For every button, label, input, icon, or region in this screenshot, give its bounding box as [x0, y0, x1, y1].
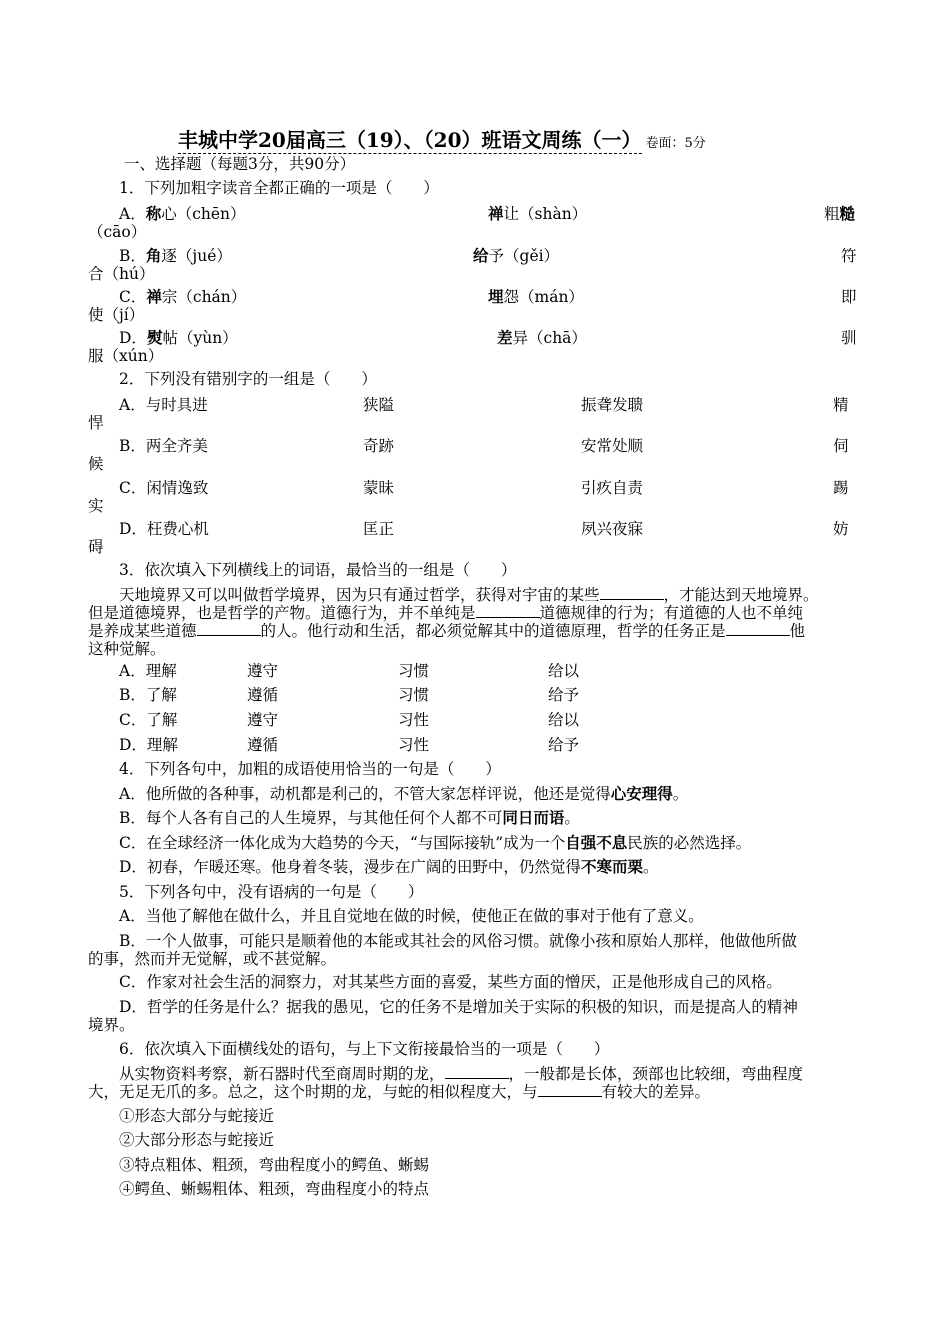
- q2-option-b-4: 伺: [833, 437, 849, 455]
- q4-option-b: B．每个人各有自己的人生境界，与其他任何个人都不可同日而语。: [119, 808, 580, 827]
- q6-passage-line-2: 大，无足无爪的多。总之，这个时期的龙，与蛇的相似程度大，与 有较大的差异。: [88, 1083, 711, 1101]
- q2-option-b-1: B．两全齐美: [119, 437, 208, 455]
- q3-option-d-3: 习性: [398, 736, 430, 754]
- q1-option-c-2: 埋怨（mán）: [488, 287, 584, 306]
- blank-line: [538, 1082, 602, 1097]
- q4-option-a: A．他所做的各种事，动机都是利己的，不管大家怎样评说，他还是觉得心安理得。: [119, 784, 689, 803]
- section-heading: 一、选择题（每题3分，共90分）: [124, 155, 356, 173]
- q3-option-c-4: 给以: [548, 711, 580, 729]
- q6-statement-4: ④鳄鱼、蜥蜴粗体、粗颈，弯曲程度小的特点: [119, 1180, 430, 1198]
- q3-option-a-1: A．理解: [119, 662, 177, 680]
- q3-option-a-3: 习惯: [398, 662, 430, 680]
- q5-option-d-line-1: D．哲学的任务是什么？据我的愚见，它的任务不是增加关于实际的积极的知识，而是提高人的精神: [119, 998, 798, 1016]
- q2-option-c-4: 踢: [833, 479, 849, 497]
- q2-option-a-3: 振聋发聩: [581, 396, 644, 414]
- q1-option-d-wrap: 服（xún）: [88, 347, 164, 365]
- q3-option-b-3: 习惯: [398, 686, 430, 704]
- q3-option-c-3: 习性: [398, 711, 430, 729]
- q3-option-c-1: C．了解: [119, 711, 178, 729]
- blank-line: [476, 603, 540, 618]
- blank-line: [726, 621, 790, 636]
- q2-option-a-2: 狭隘: [363, 396, 395, 414]
- q1-option-a-wrap: （cāo）: [88, 223, 147, 241]
- q2-option-b-wrap: 候: [88, 455, 104, 473]
- blank-line: [445, 1064, 509, 1079]
- q2-option-c-1: C．闲情逸致: [119, 479, 209, 497]
- q1-option-b-1: B．角逐（jué）: [119, 246, 232, 265]
- q6-passage-line-1: 从实物资料考察，新石器时代至商周时期的龙， ，一般都是长体，颈部也比较细，弯曲程度: [119, 1065, 804, 1083]
- blank-line: [197, 621, 261, 636]
- q1-stem: 1．下列加粗字读音全都正确的一项是（ ）: [119, 179, 439, 197]
- q2-option-d-2: 匡正: [363, 520, 395, 538]
- q1-option-b-wrap: 合（hú）: [88, 265, 155, 283]
- q3-passage-line-1: 天地境界又可以叫做哲学境界，因为只有通过哲学，获得对宇宙的某些 ，才能达到天地境界。: [119, 586, 819, 604]
- q2-option-c-2: 蒙昧: [363, 479, 395, 497]
- q3-option-a-2: 遵守: [247, 662, 279, 680]
- q6-stem: 6．依次填入下面横线处的语句，与上下文衔接最恰当的一项是（ ）: [119, 1040, 610, 1058]
- q1-option-d-1: D．熨帖（yùn）: [119, 328, 238, 347]
- q5-option-c: C．作家对社会生活的洞察力，对其某些方面的喜爱，某些方面的憎厌，正是他形成自己的风格。: [119, 973, 782, 991]
- q1-option-b-2: 给予（gěi）: [473, 246, 560, 265]
- q2-stem: 2．下列没有错别字的一组是（ ）: [119, 370, 377, 388]
- q3-passage-line-3: 是养成某些道德 的人。他行动和生活，都必须觉解其中的道德原理，哲学的任务正是 他: [88, 622, 806, 640]
- q6-statement-3: ③特点粗体、粗颈，弯曲程度小的鳄鱼、蜥蜴: [119, 1156, 430, 1174]
- title-text: 丰城中学20届高三（19）、（20）班语文周练（一）: [178, 128, 642, 152]
- q3-passage-line-2: 但是道德境界，也是哲学的产物。道德行为，并不单纯是 道德规律的行为；有道德的人也不单纯: [88, 604, 804, 622]
- q2-option-b-3: 安常处顺: [581, 437, 644, 455]
- q1-option-b-3: 符: [841, 247, 857, 265]
- q1-option-c-1: C．禅宗（chán）: [119, 287, 247, 306]
- q3-option-d-1: D．理解: [119, 736, 178, 754]
- q2-option-a-4: 精: [833, 396, 849, 414]
- q1-option-c-wrap: 使（jí）: [88, 306, 145, 324]
- score-note: 卷面：5分: [645, 136, 706, 151]
- q3-option-d-2: 遵循: [247, 736, 279, 754]
- q2-option-b-2: 奇跡: [363, 437, 395, 455]
- q2-option-a-1: A．与时具进: [119, 396, 208, 414]
- q5-option-b-line-2: 的事，然而并无觉解，或不甚觉解。: [88, 950, 337, 968]
- q3-option-b-1: B．了解: [119, 686, 177, 704]
- q3-passage-line-4: 这种觉解。: [88, 640, 166, 658]
- q1-option-d-2: 差异（chā）: [497, 328, 587, 347]
- q3-option-a-4: 给以: [548, 662, 580, 680]
- q2-option-c-wrap: 实: [88, 497, 104, 515]
- q3-option-b-4: 给予: [548, 686, 580, 704]
- q1-option-a-2: 禅让（shàn）: [488, 204, 588, 223]
- q4-option-d: D．初春，乍暖还寒。他身着冬装，漫步在广阔的田野中，仍然觉得不寒而栗。: [119, 857, 659, 876]
- q1-option-c-3: 即: [841, 288, 857, 306]
- q3-option-b-2: 遵循: [247, 686, 279, 704]
- q1-option-a-3: 粗糙: [824, 204, 856, 223]
- q3-stem: 3．依次填入下列横线上的词语，最恰当的一组是（ ）: [119, 561, 517, 579]
- q3-option-d-4: 给予: [548, 736, 580, 754]
- q5-option-a: A．当他了解他在做什么，并且自觉地在做的时候，使他正在做的事对于他有了意义。: [119, 907, 704, 925]
- q1-option-d-3: 驯: [841, 329, 857, 347]
- q2-option-d-3: 夙兴夜寐: [581, 520, 644, 538]
- q1-option-a-1: A．称心（chēn）: [119, 204, 246, 223]
- q2-option-c-3: 引疚自责: [581, 479, 644, 497]
- q4-stem: 4．下列各句中，加粗的成语使用恰当的一句是（ ）: [119, 760, 501, 778]
- q2-option-d-wrap: 碍: [88, 538, 104, 556]
- exam-title: [178, 124, 706, 153]
- q6-statement-2: ②大部分形态与蛇接近: [119, 1131, 275, 1149]
- q5-stem: 5．下列各句中，没有语病的一句是（ ）: [119, 883, 424, 901]
- q5-option-d-line-2: 境界。: [88, 1016, 135, 1034]
- q2-option-d-4: 妨: [833, 520, 849, 538]
- q3-option-c-2: 遵守: [247, 711, 279, 729]
- q4-option-c: C．在全球经济一体化成为大趋势的今天，“与国际接轨”成为一个自强不息民族的必然选择。: [119, 833, 752, 852]
- q6-statement-1: ①形态大部分与蛇接近: [119, 1107, 275, 1125]
- q2-option-a-wrap: 悍: [88, 414, 104, 432]
- q2-option-d-1: D．枉费心机: [119, 520, 209, 538]
- q5-option-b-line-1: B．一个人做事，可能只是顺着他的本能或其社会的风俗习惯。就像小孩和原始人那样，他做他所做: [119, 932, 797, 950]
- blank-line: [600, 585, 664, 600]
